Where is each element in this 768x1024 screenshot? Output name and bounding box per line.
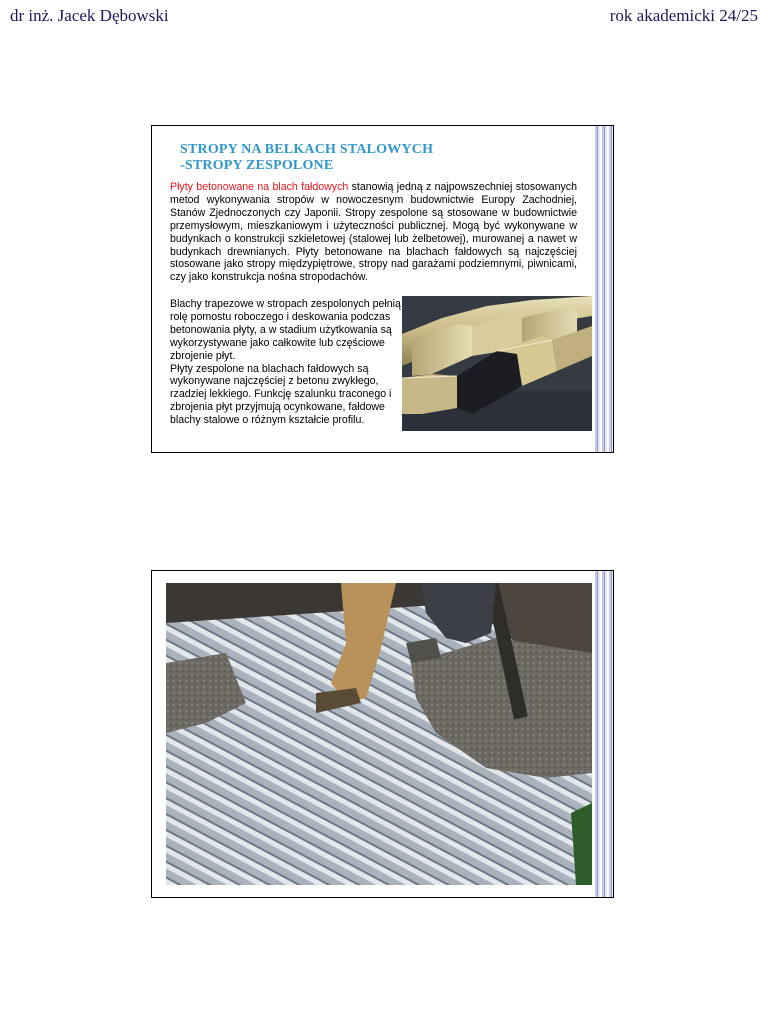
slide-border-decoration xyxy=(593,126,613,452)
slide-title-line-1: STROPY NA BELKACH STALOWYCH xyxy=(180,142,434,157)
sheet-material-paragraph: Płyty zespolone na blachach fałdowych są wykonywane najczęściej z betonu zwykłego, rzadziej lekkiego. Funkcję szalunku traconego i zbrojenia płyt przyjmują ocynkowane, fałdowe blachy stalowe o różnym kształcie profilu. xyxy=(170,362,392,427)
intro-paragraph-text: stanowią jedną z najpowszechniej stosowanych metod wykonywania stropów w nowoczesnym budownictwie Europy Zachodniej, Stanów Zjednoczonych czy Japonii. Stropy zespolone są stosowane w budownictwie przemysłowym, mieszkaniowym i użyteczności publicznej. Mogą być wykonywane w budynkach o konstrukcji szkieletowej (stalowej lub żelbetowej), murowanej a nawet w budynkach drewnianych. Płyty betonowane na blachach fałdowych są najczęściej stosowane jako stropy międzypiętrowe, stropy nad garażami podziemnymi, piwnicami, czy jako konstrukcja nośna stropodachów. xyxy=(170,181,577,284)
slide-title xyxy=(180,142,560,174)
sheet-description xyxy=(170,298,402,427)
slide-concrete-pouring xyxy=(151,570,614,898)
slide-border-decoration xyxy=(593,571,613,897)
intro-paragraph xyxy=(170,181,577,284)
header-course-year: rok akademicki 24/25 xyxy=(609,6,758,25)
concrete-pouring-photo xyxy=(166,583,592,885)
trapezoidal-sheet-photo xyxy=(402,296,592,431)
sheet-role-paragraph: Blachy trapezowe w stropach zespolonych pełnią rolę pomostu roboczego i deskowania podczas betonowania płyty, a w stadium użytkowania są wykorzystywane jako całkowite lub częściowe zbrojenie płyt. xyxy=(170,298,401,362)
concrete-pouring-on-decking-photo-icon xyxy=(166,583,592,885)
slide-title-line-2: -STROPY ZESPOLONE xyxy=(180,158,334,173)
highlight-term: Płyty betonowane na blach fałdowych xyxy=(170,181,349,193)
slide-composite-floors xyxy=(151,125,614,453)
trapezoidal-steel-sheet-photo-icon xyxy=(402,296,592,431)
header-author: dr inż. Jacek Dębowski xyxy=(10,6,169,25)
